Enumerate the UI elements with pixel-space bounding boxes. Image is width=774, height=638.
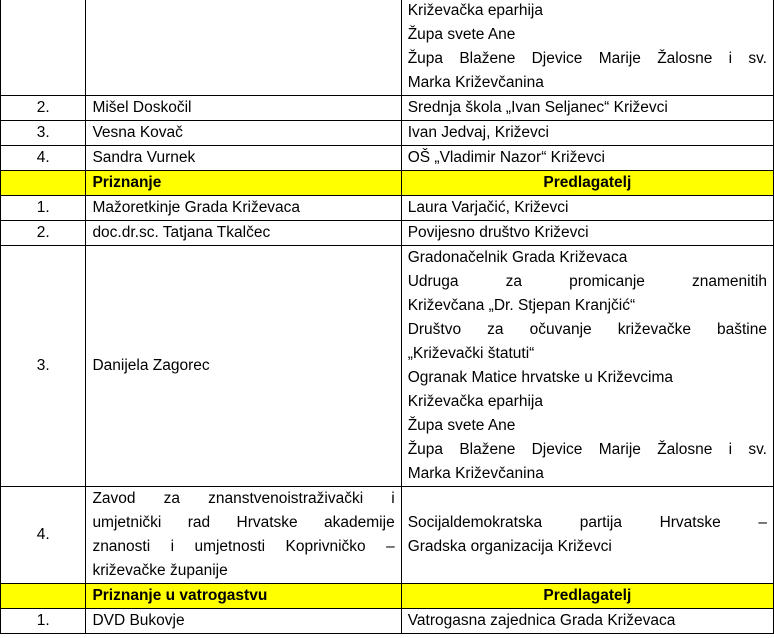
nominee-line: DVD Bukovje — [92, 612, 185, 629]
proposer-line: Župa svete Ane — [407, 26, 516, 43]
section-header-row — [1, 584, 774, 609]
nominee-cell — [86, 221, 401, 246]
proposer-line: Srednja škola „Ivan Seljanec“ Križevci — [407, 99, 668, 116]
row-number: 3. — [1, 246, 86, 487]
nominee-cell — [86, 96, 401, 121]
proposer-line: Gradonačelnik Grada Križevaca — [407, 249, 628, 266]
nominee-line: Sandra Vurnek — [92, 149, 196, 166]
section-header-row — [1, 171, 774, 196]
table-row — [1, 487, 774, 584]
proposer-cell — [401, 121, 773, 146]
nominee-line: Vesna Kovač — [92, 124, 183, 141]
header-proposer-cell: Predlagatelj — [401, 584, 773, 609]
header-award-cell: Priznanje u vatrogastvu — [86, 584, 401, 609]
row-number: 1. — [1, 196, 86, 221]
table-row — [1, 121, 774, 146]
nominee-cell — [86, 146, 401, 171]
nominee-line: križevačke županije — [92, 562, 228, 579]
proposer-line: Župa svete Ane — [407, 417, 516, 434]
proposer-line: Laura Varjačić, Križevci — [407, 199, 569, 216]
nominee-line: umjetnički rad Hrvatske akademije — [92, 514, 395, 531]
proposer-line: Križevčana „Dr. Stjepan Kranjčić“ — [407, 297, 636, 314]
proposer-cell — [401, 246, 773, 487]
row-number: 3. — [1, 121, 86, 146]
table-row — [1, 0, 774, 96]
nominee-line: doc.dr.sc. Tatjana Tkalčec — [92, 224, 271, 241]
proposer-line: Udruga za promicanje znamenitih — [407, 273, 767, 290]
row-number: 2. — [1, 221, 86, 246]
table-row — [1, 146, 774, 171]
proposer-cell — [401, 221, 773, 246]
nominee-cell — [86, 246, 401, 487]
row-number: 1. — [1, 609, 86, 634]
nominee-line: znanosti i umjetnosti Koprivničko – — [92, 538, 395, 555]
nominee-cell — [86, 196, 401, 221]
nominee-cell — [86, 0, 401, 96]
proposer-line: Križevačka eparhija — [407, 393, 543, 410]
header-award-cell: Priznanje — [86, 171, 401, 196]
proposer-line: Društvo za očuvanje križevačke baštine — [407, 321, 767, 338]
nominee-cell — [86, 609, 401, 634]
proposer-cell — [401, 96, 773, 121]
proposer-line: „Križevački štatuti“ — [407, 345, 535, 362]
row-number: 2. — [1, 96, 86, 121]
table-row — [1, 246, 774, 487]
proposer-line: Ogranak Matice hrvatske u Križevcima — [407, 369, 674, 386]
proposer-line: OŠ „Vladimir Nazor“ Križevci — [407, 149, 605, 166]
proposer-line: Vatrogasna zajednica Grada Križevaca — [407, 612, 676, 629]
proposer-line: Socijaldemokratska partija Hrvatske – — [407, 514, 767, 531]
proposer-cell — [401, 196, 773, 221]
nominee-line: Danijela Zagorec — [92, 357, 210, 374]
proposer-line: Povijesno društvo Križevci — [407, 224, 589, 241]
nominee-line: Mažoretkinje Grada Križevaca — [92, 199, 301, 216]
proposer-cell — [401, 0, 773, 96]
proposer-line: Marka Križevčanina — [407, 465, 544, 482]
proposer-cell — [401, 146, 773, 171]
nominee-cell — [86, 121, 401, 146]
proposer-line: Župa Blažene Djevice Marije Žalosne i sv. — [407, 50, 767, 67]
row-number: 4. — [1, 487, 86, 584]
proposer-cell — [401, 487, 773, 584]
proposer-line: Marka Križevčanina — [407, 74, 544, 91]
header-proposer-cell: Predlagatelj — [401, 171, 773, 196]
row-number — [1, 0, 86, 96]
header-number-cell — [1, 171, 86, 196]
nominee-line: Zavod za znanstvenoistraživački i — [92, 490, 395, 507]
table-row — [1, 96, 774, 121]
proposer-cell — [401, 609, 773, 634]
proposer-line: Ivan Jedvaj, Križevci — [407, 124, 549, 141]
header-number-cell — [1, 584, 86, 609]
table-row — [1, 221, 774, 246]
nominee-cell — [86, 487, 401, 584]
proposer-line: Župa Blažene Djevice Marije Žalosne i sv. — [407, 441, 767, 458]
row-number: 4. — [1, 146, 86, 171]
table-row — [1, 196, 774, 221]
proposer-line: Križevačka eparhija — [407, 2, 543, 19]
nominee-line: Mišel Doskočil — [92, 99, 192, 116]
proposer-line: Gradska organizacija Križevci — [407, 538, 612, 555]
table-row — [1, 609, 774, 634]
